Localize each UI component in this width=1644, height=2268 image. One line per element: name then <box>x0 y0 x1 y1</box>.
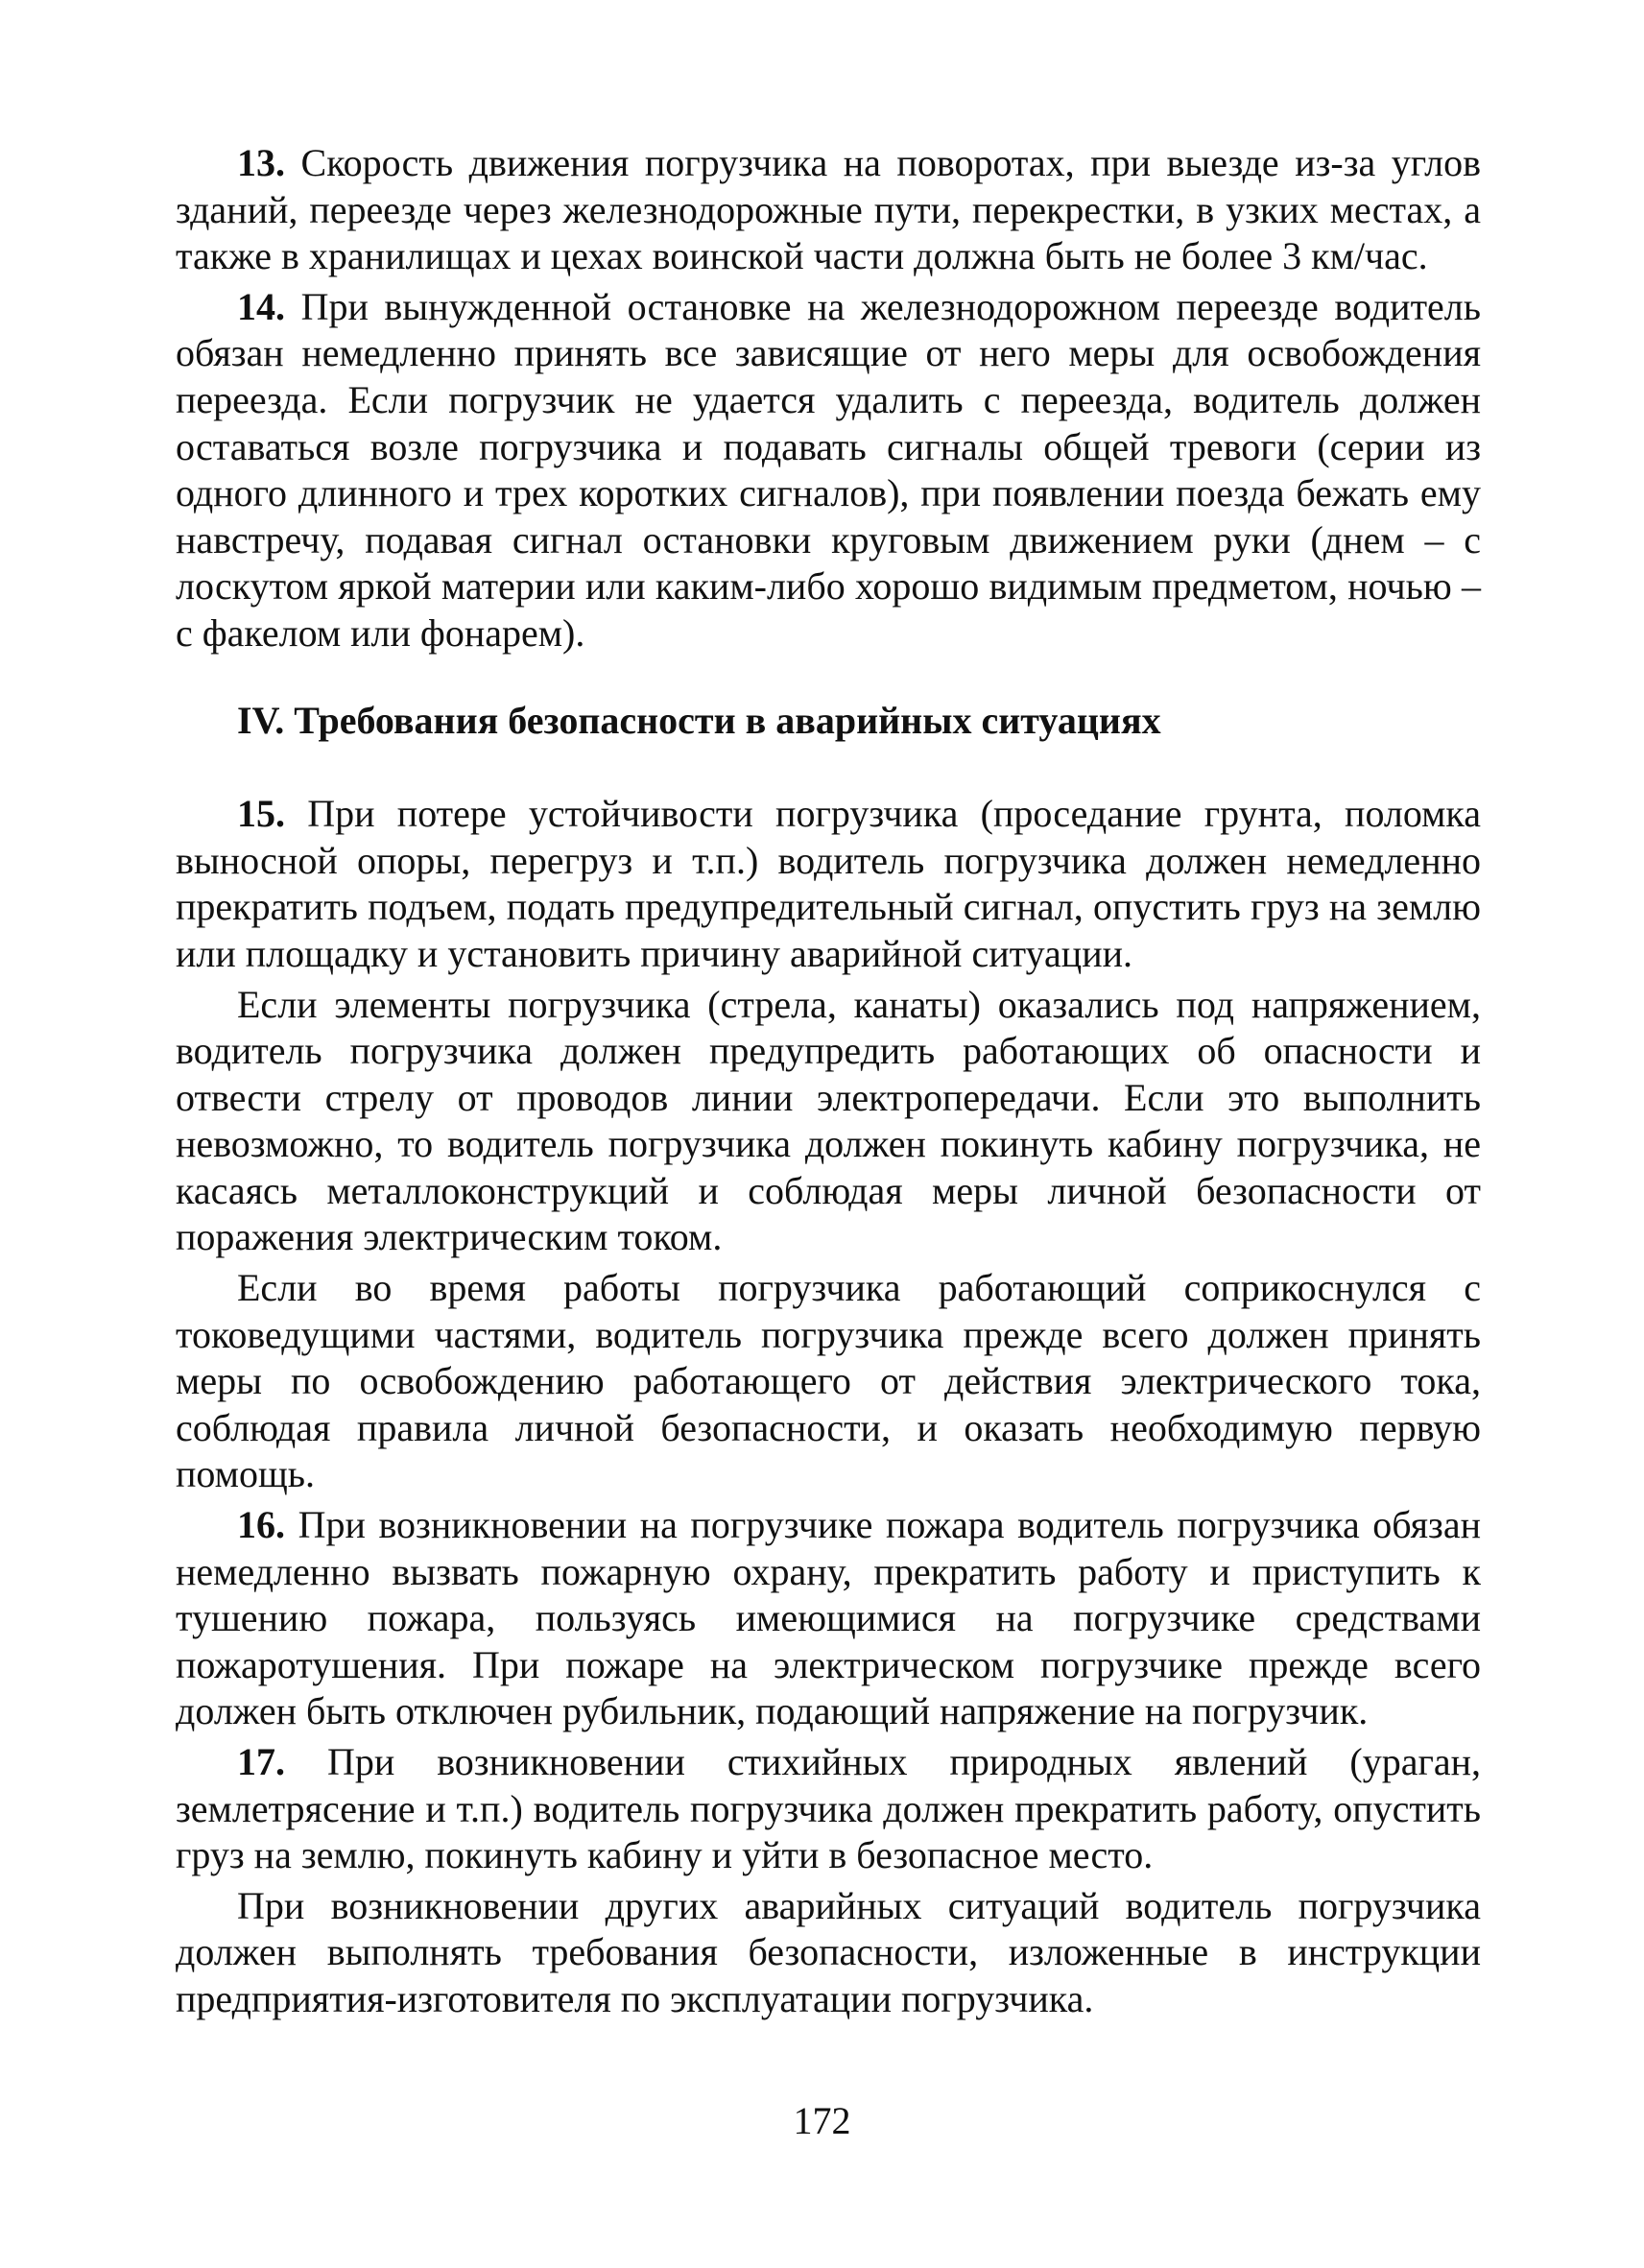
paragraph-number: 17. <box>237 1740 285 1783</box>
paragraph-text: При возникновении на погрузчике пожара водитель погрузчика обязан немедленно вызвать пожарную охрану, прекратить работу и приступить к тушению пожара, пользуясь имеющимися на погрузчике средствами пожаротушения. При пожаре на электрическом погрузчике прежде всего должен быть отключен рубильник, подающий напряжение на погрузчик. <box>176 1503 1482 1733</box>
paragraph-number: 13. <box>237 141 285 184</box>
body-text <box>176 140 1481 2027</box>
paragraph-text: При возникновении стихийных природных явлений (ураган, землетрясение и т.п.) водитель погрузчика должен прекратить работу, опустить груз на землю, покинуть кабину и уйти в безопасное место. <box>176 1740 1482 1877</box>
paragraph-number: 15. <box>237 792 285 836</box>
paragraph-15 <box>176 791 1481 977</box>
paragraph-text: Скорость движения погрузчика на поворотах, при выезде из-за углов зданий, переезде через железнодорожные пути, перекрестки, в узких местах, а также в хранилищах и цехах воинской части должна быть не более 3 км/час. <box>176 141 1482 278</box>
paragraph-13 <box>176 140 1481 280</box>
section-heading: IV. Требования безопасности в аварийных ситуациях <box>237 698 1161 742</box>
paragraph-number: 14. <box>237 284 285 328</box>
paragraph-text: Если во время работы погрузчика работающий соприкоснулся с токоведущими частями, водитель погрузчика прежде всего должен принять меры по освобождению работающего от действия электрического тока, соблюдая правила личной безопасности, и оказать необходимую первую помощь. <box>176 1266 1481 1496</box>
paragraph-15-electric <box>176 982 1481 1262</box>
paragraph-16 <box>176 1502 1481 1735</box>
paragraph-text: При потере устойчивости погрузчика (проседание грунта, поломка выносной опоры, перегруз и т.п.) водитель погрузчика должен немедленно прекратить подъем, подать предупредительный сигнал, опустить груз на землю или площадку и установить причину аварийной ситуации. <box>176 792 1482 975</box>
paragraph-text: Если элементы погрузчика (стрела, канаты) оказались под напряжением, водитель погрузчика должен предупредить работающих об опасности и отвести стрелу от проводов линии электропередачи. Если это выполнить невозможно, то водитель погрузчика должен покинуть кабину погрузчика, не касаясь металлоконструкций и соблюдая меры личной безопасности от поражения электрическим током. <box>176 982 1481 1259</box>
paragraph-17-other <box>176 1883 1481 2023</box>
page-number: 172 <box>793 2099 851 2142</box>
paragraph-15-current <box>176 1265 1481 1498</box>
paragraph-number: 16. <box>237 1503 285 1547</box>
paragraph-17 <box>176 1739 1481 1879</box>
paragraph-text: При возникновении других аварийных ситуаций водитель погрузчика должен выполнять требования безопасности, изложенные в инструкции предприятия-изготовителя по эксплуатации погрузчика. <box>176 1883 1481 2020</box>
paragraph-14 <box>176 284 1481 657</box>
paragraph-text: При вынужденной остановке на железнодорожном переезде водитель обязан немедленно принять все зависящие от него меры для освобождения переезда. Если погрузчик не удается удалить с переезда, водитель должен оставаться возле погрузчика и подавать сигналы общей тревоги (серии из одного длинного и трех коротких сигналов), при появлении поезда бежать ему навстречу, подавая сигнал остановки круговым движением руки (днем – с лоскутом яркой материи или каким-либо хорошо видимым предметом, ночью – с факелом или фонарем). <box>176 284 1482 655</box>
